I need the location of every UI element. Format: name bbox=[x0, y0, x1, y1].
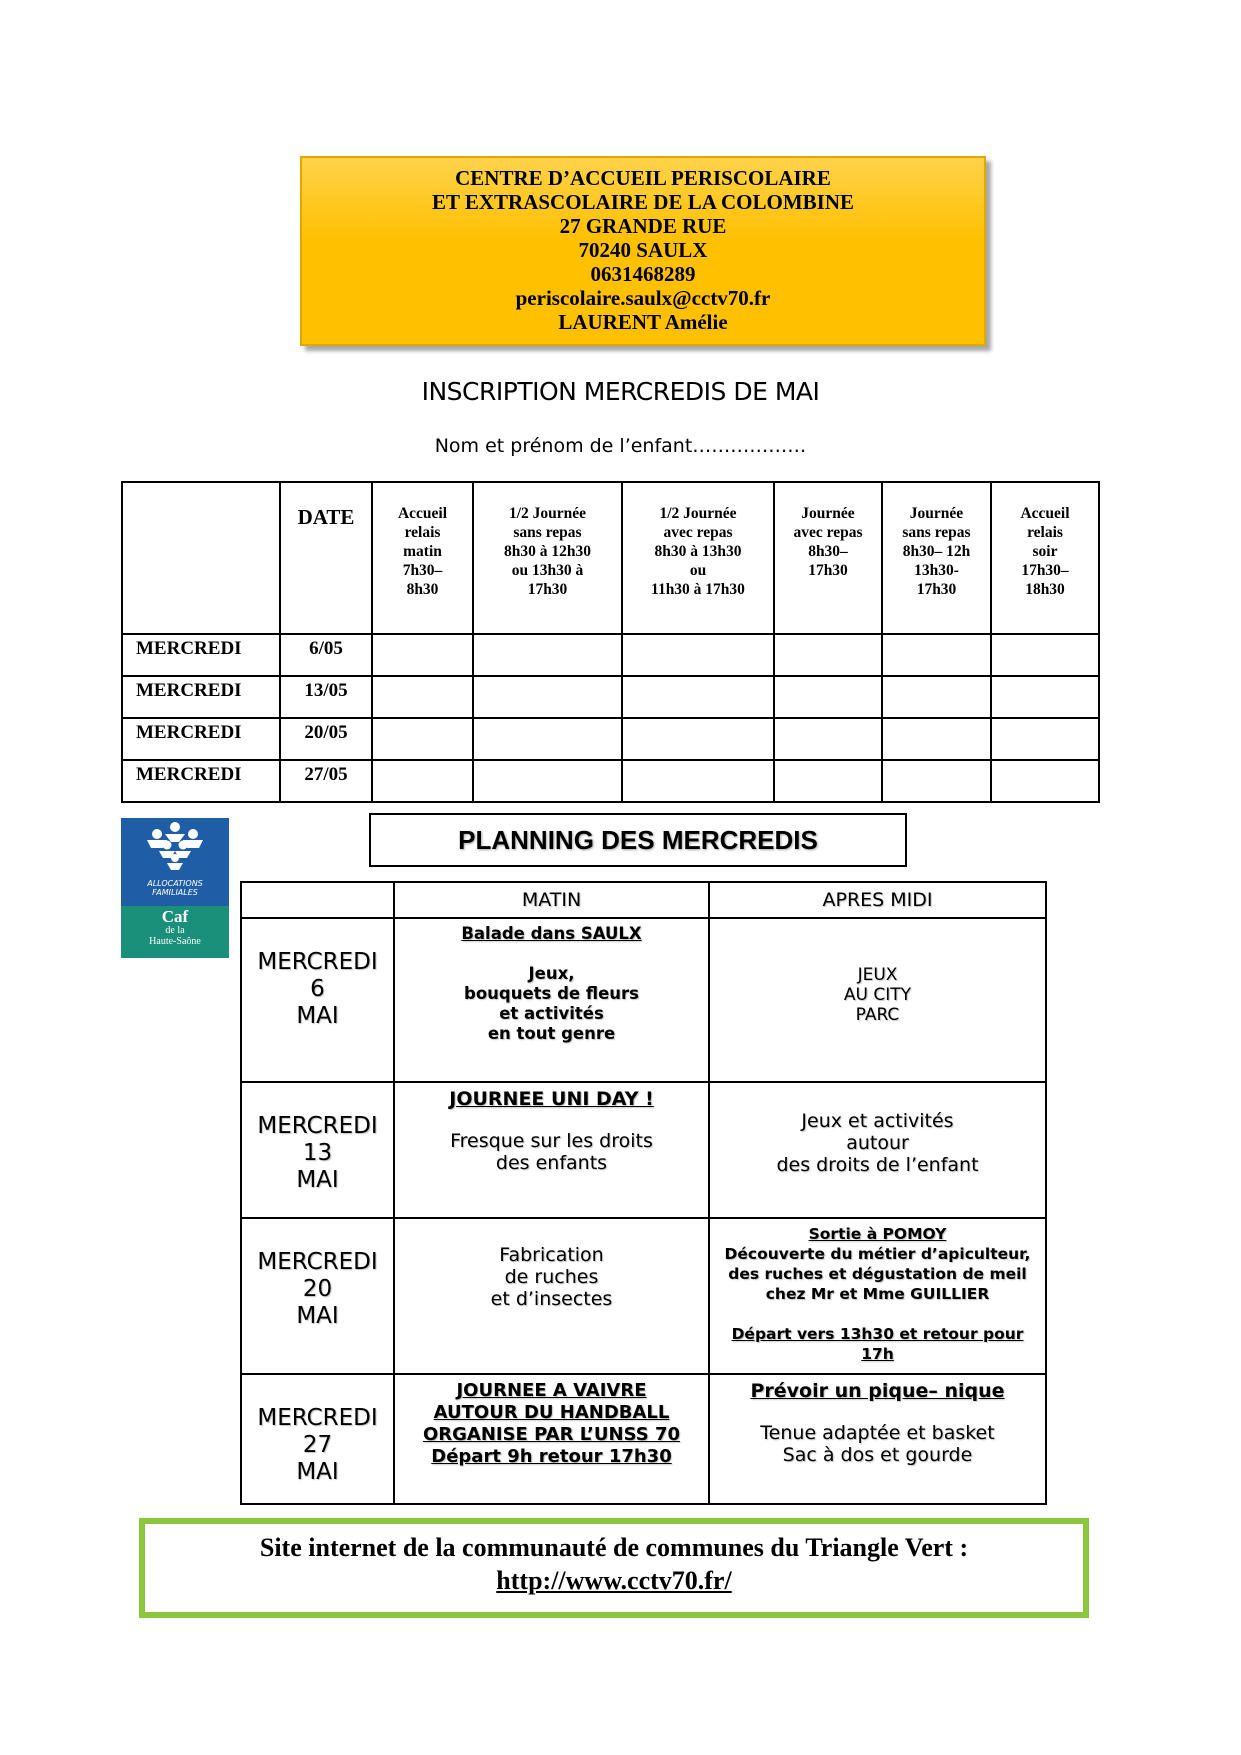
checkbox-cell[interactable] bbox=[991, 634, 1099, 676]
activity-body: Jeux et activités autour des droits de l’enfant bbox=[776, 1110, 979, 1176]
table-row bbox=[241, 918, 1046, 1082]
planning-apres-cell bbox=[709, 1374, 1046, 1504]
checkbox-cell[interactable] bbox=[991, 718, 1099, 760]
caf-sub2: Haute-Saône bbox=[149, 936, 201, 947]
planning-header-row bbox=[241, 882, 1046, 918]
checkbox-cell[interactable] bbox=[372, 634, 473, 676]
checkbox-cell[interactable] bbox=[473, 676, 622, 718]
activity-title: Balade dans SAULX bbox=[461, 924, 642, 943]
registration-header-row bbox=[122, 482, 1099, 634]
checkbox-cell[interactable] bbox=[991, 760, 1099, 802]
row-date: 13/05 bbox=[280, 676, 372, 718]
activity-title: Sortie à POMOY bbox=[808, 1225, 947, 1243]
header-demi-avec-repas: 1/2 Journée avec repas 8h30 à 13h30 ou 11h30 à 17h30 bbox=[622, 482, 774, 634]
planning-table bbox=[240, 881, 1047, 1505]
checkbox-cell[interactable] bbox=[622, 676, 774, 718]
checkbox-cell[interactable] bbox=[473, 718, 622, 760]
header-demi-sans-repas: 1/2 Journée sans repas 8h30 à 12h30 ou 13h30 à 17h30 bbox=[473, 482, 622, 634]
checkbox-cell[interactable] bbox=[372, 718, 473, 760]
child-name-field[interactable]: Nom et prénom de l’enfant……………… bbox=[434, 435, 807, 457]
checkbox-cell[interactable] bbox=[473, 634, 622, 676]
row-date: 27/05 bbox=[280, 760, 372, 802]
checkbox-cell[interactable] bbox=[774, 718, 882, 760]
row-date: 20/05 bbox=[280, 718, 372, 760]
header-line-email[interactable]: periscolaire.saulx@cctv70.fr bbox=[515, 286, 771, 310]
form-title: INSCRIPTION MERCREDIS DE MAI bbox=[421, 377, 820, 406]
checkbox-cell[interactable] bbox=[622, 634, 774, 676]
checkbox-cell[interactable] bbox=[774, 634, 882, 676]
checkbox-cell[interactable] bbox=[372, 676, 473, 718]
checkbox-cell[interactable] bbox=[882, 718, 991, 760]
header-journee-avec-repas: Journée avec repas 8h30– 17h30 bbox=[774, 482, 882, 634]
caf-sub1: de la bbox=[165, 925, 185, 936]
footer-text: Site internet de la communauté de communes du Triangle Vert : bbox=[259, 1533, 969, 1562]
caf-logo-footer bbox=[121, 906, 229, 958]
activity-body: Fabrication de ruches et d’insectes bbox=[490, 1244, 613, 1310]
planning-header-matin: MATIN bbox=[394, 882, 709, 918]
planning-matin-cell bbox=[394, 1218, 709, 1374]
activity-body: Découverte du métier d’apiculteur, des ruches et dégustation de meil chez Mr et Mme GUILLIER bbox=[724, 1245, 1031, 1303]
activity-body: JEUX AU CITY PARC bbox=[843, 965, 912, 1025]
header-line-center-name: CENTRE D’ACCUEIL PERISCOLAIRE bbox=[455, 166, 831, 190]
caf-logo-emblem bbox=[121, 818, 229, 906]
planning-apres-cell bbox=[709, 1218, 1046, 1374]
planning-title: PLANNING DES MERCREDIS bbox=[369, 813, 907, 867]
header-line-phone: 0631468289 bbox=[590, 262, 696, 286]
table-row bbox=[122, 634, 1099, 676]
planning-day: MERCREDI 20 MAI bbox=[241, 1218, 394, 1374]
registration-table bbox=[121, 481, 1100, 803]
header-accueil-soir: Accueil relais soir 17h30– 18h30 bbox=[991, 482, 1099, 634]
planning-day: MERCREDI 13 MAI bbox=[241, 1082, 394, 1218]
row-date: 6/05 bbox=[280, 634, 372, 676]
row-day: MERCREDI bbox=[122, 760, 280, 802]
checkbox-cell[interactable] bbox=[774, 676, 882, 718]
table-row bbox=[122, 760, 1099, 802]
row-day: MERCREDI bbox=[122, 676, 280, 718]
planning-apres-cell bbox=[709, 918, 1046, 1082]
header-address-box bbox=[300, 156, 986, 346]
header-journee-sans-repas: Journée sans repas 8h30– 12h 13h30- 17h30 bbox=[882, 482, 991, 634]
caf-allocations-text: ALLOCATIONS FAMILIALES bbox=[147, 879, 203, 897]
activity-title: JOURNEE A VAIVRE AUTOUR DU HANDBALL ORGANISE PAR L’UNSS 70 Départ 9h retour 17h30 bbox=[422, 1380, 681, 1467]
planning-matin-cell bbox=[394, 1082, 709, 1218]
family-figures-icon bbox=[121, 818, 229, 880]
planning-header-apres-midi: APRES MIDI bbox=[709, 882, 1046, 918]
footer-website-box bbox=[139, 1518, 1089, 1618]
caf-name: Caf bbox=[161, 907, 189, 926]
activity-body: Fresque sur les droits des enfants bbox=[450, 1130, 653, 1174]
footer-inner bbox=[144, 1523, 1084, 1613]
checkbox-cell[interactable] bbox=[774, 760, 882, 802]
checkbox-cell[interactable] bbox=[882, 676, 991, 718]
footer-link[interactable]: http://www.cctv70.fr/ bbox=[496, 1566, 732, 1595]
header-line-street: 27 GRANDE RUE bbox=[559, 214, 727, 238]
checkbox-cell[interactable] bbox=[882, 760, 991, 802]
table-row bbox=[122, 676, 1099, 718]
planning-header-empty bbox=[241, 882, 394, 918]
planning-matin-cell bbox=[394, 918, 709, 1082]
checkbox-cell[interactable] bbox=[473, 760, 622, 802]
activity-note: Départ vers 13h30 et retour pour 17h bbox=[731, 1325, 1024, 1363]
header-accueil-matin: Accueil relais matin 7h30– 8h30 bbox=[372, 482, 473, 634]
header-line-city: 70240 SAULX bbox=[578, 238, 708, 262]
row-day: MERCREDI bbox=[122, 718, 280, 760]
table-row bbox=[122, 718, 1099, 760]
header-line-contact: LAURENT Amélie bbox=[558, 310, 728, 334]
checkbox-cell[interactable] bbox=[372, 760, 473, 802]
header-date: DATE bbox=[280, 482, 372, 634]
planning-matin-cell bbox=[394, 1374, 709, 1504]
table-row bbox=[241, 1374, 1046, 1504]
checkbox-cell[interactable] bbox=[991, 676, 1099, 718]
checkbox-cell[interactable] bbox=[622, 718, 774, 760]
activity-title: JOURNEE UNI DAY ! bbox=[449, 1088, 654, 1110]
checkbox-cell[interactable] bbox=[622, 760, 774, 802]
activity-body: Jeux, bouquets de fleurs et activités en tout genre bbox=[464, 964, 639, 1043]
activity-body: Tenue adaptée et basket Sac à dos et gourde bbox=[760, 1422, 995, 1466]
row-day: MERCREDI bbox=[122, 634, 280, 676]
planning-day: MERCREDI 6 MAI bbox=[241, 918, 394, 1082]
planning-apres-cell bbox=[709, 1082, 1046, 1218]
activity-title: Prévoir un pique– nique bbox=[750, 1380, 1005, 1402]
checkbox-cell[interactable] bbox=[882, 634, 991, 676]
table-row bbox=[241, 1082, 1046, 1218]
header-line-center-name-2: ET EXTRASCOLAIRE DE LA COLOMBINE bbox=[431, 190, 855, 214]
table-row bbox=[241, 1218, 1046, 1374]
planning-day: MERCREDI 27 MAI bbox=[241, 1374, 394, 1504]
caf-logo bbox=[121, 818, 229, 958]
header-empty-cell bbox=[122, 482, 280, 634]
